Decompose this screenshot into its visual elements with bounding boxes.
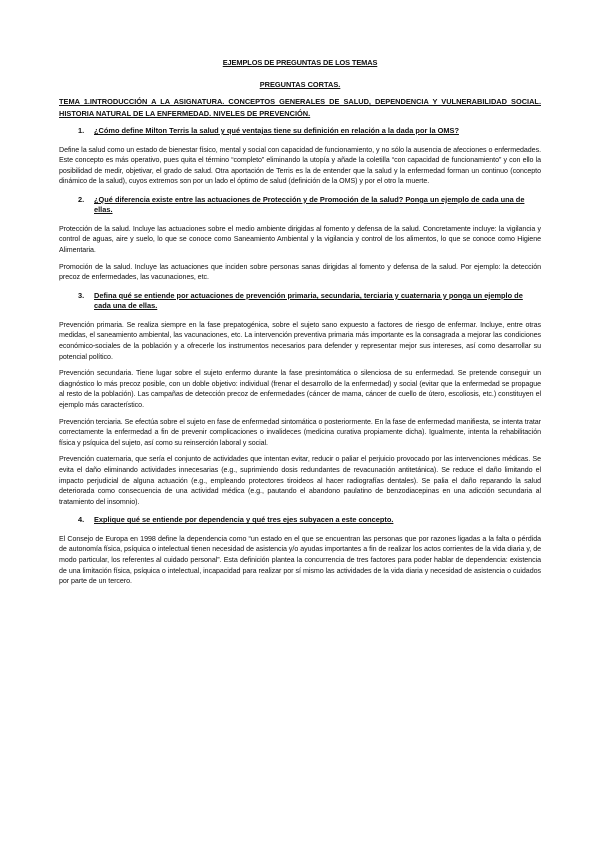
question-text: Explique qué se entiende por dependencia y qué tres ejes subyacen a este concepto. <box>94 515 394 525</box>
answer-paragraph: Prevención terciaria. Se efectúa sobre el sujeto en fase de enfermedad sintomática o posteriormente. En la fase de enfermedad manifiesta, se intenta tratar correctamente la enfermedad a fin de prevenir complicaciones o invalideces (medicina curativa propiamente dicha). Igualmente, intenta la rehabilitación física y psíquica del sujeto, así como su reinserción laboral y social. <box>59 417 541 447</box>
question-1 <box>59 126 541 137</box>
answer-paragraph: Prevención cuaternaria, que sería el conjunto de actividades que intentan evitar, reducir o paliar el perjuicio provocado por las intervenciones médicas. Se evita el daño eliminando actividades innecesarias (e.g., suprimiendo dosis redundantes de revacunación antitetánica). Se reduce el daño limitando el impacto perjudicial de alguna actuación (e.g., empleando protectores tiroideos al hacer radiografías dentales). Se palia el daño reparando la salud deteriorada como consecuencia de una actividad médica (e.g., pautando el abandono paulatino de benzodiacepinas en una adicción secundaria al tratamiento del insomnio). <box>59 455 541 506</box>
question-4 <box>59 515 541 526</box>
question-number: 4. <box>78 515 85 525</box>
answer-paragraph: Protección de la salud. Incluye las actuaciones sobre el medio ambiente dirigidas al fomento y defensa de la salud. Concretamente incluye: la vigilancia y control de aguas, aire y suelo, lo que se conoce como Saneamiento Ambiental y la vigilancia y control de los alimentos, lo que se conoce como Higiene Alimentaria. <box>59 224 541 255</box>
question-number: 3. <box>78 290 85 300</box>
answer-paragraph: El Consejo de Europa en 1998 define la dependencia como “un estado en el que se encuentran las personas que por razones ligadas a la falta o pérdida de autonomía física, psíquica o intelectual tienen necesidad de asistencia y/o ayudas importantes a fin de realizar los actos corrientes de la vida diaria y, de modo particular, los referentes al cuidado personal”. Esta definición plantea la concurrencia de tres factores para poder hablar de dependencia: existencia de una limitación física, psíquica o intelectual, incapacidad para realizar por sí mismo las actividades de la vida diaria y necesidad de asistencia o cuidados por parte de un tercero. <box>59 534 541 586</box>
document-subtitle: PREGUNTAS CORTAS. <box>259 80 341 89</box>
question-text: ¿Cómo define Milton Terris la salud y qué ventajas tiene su definición en relación a la dada por la OMS? <box>94 126 459 135</box>
document-title: EJEMPLOS DE PREGUNTAS DE LOS TEMAS <box>222 58 378 67</box>
answer-paragraph: Prevención secundaria. Tiene lugar sobre el sujeto enfermo durante la fase presintomática o silenciosa de su enfermedad. Se pretende conseguir un diagnóstico lo más precoz posible, con un doble objetivo: individual (frenar el desarrollo de la enfermedad) y social (evitar que la enfermedad se propague al resto de la población). Las campañas de detección precoz de enfermedades (cáncer de mama, cáncer de cuello de útero, escoliosis, etc.) constituyen el ejemplo más característico. <box>59 369 541 409</box>
answer-paragraph: Promoción de la salud. Incluye las actuaciones que inciden sobre personas sanas dirigidas al fomento y defensa de la salud. Por ejemplo: la detección precoz de enfermedades, las vacunaciones, etc. <box>59 262 541 282</box>
tema-heading: TEMA 1.INTRODUCCIÓN A LA ASIGNATURA. CONCEPTOS GENERALES DE SALUD, DEPENDENCIA Y VULNERABILIDAD SOCIAL. HISTORIA NATURAL DE LA ENFERMEDAD. NIVELES DE PREVENCIÓN. <box>59 97 541 118</box>
document-content <box>59 58 541 593</box>
question-number: 1. <box>78 126 85 135</box>
question-text: Defina qué se entiende por actuaciones de prevención primaria, secundaria, terciaria y cuaternaria y ponga un ejemplo de cada una de ellas. <box>94 290 523 311</box>
question-number: 2. <box>78 194 85 204</box>
question-2 <box>59 195 541 216</box>
answer-paragraph: Define la salud como un estado de bienestar físico, mental y social con capacidad de funcionamiento, y no sólo la ausencia de afecciones o enfermedades. Este concepto es más operativo, pues quita el término “completo” eliminando la utopía y añade la coletilla “con capacidad de funcionamiento” y con ello la posibilidad de medir, objetivar, el grado de salud. Otra aportación de Terris es la de entender que la salud y la enfermedad forman un continuo (concepto dinámico de la salud), cuyos extremos son por un lado el óptimo de salud (definición de la OMS) y por el otro la muerte. <box>59 145 541 186</box>
question-text: ¿Qué diferencia existe entre las actuaciones de Protección y de Promoción de la salud? Ponga un ejemplo de cada una de ellas. <box>94 194 525 215</box>
question-3 <box>59 291 541 312</box>
answer-paragraph: Prevención primaria. Se realiza siempre en la fase prepatogénica, sobre el sujeto sano expuesto a factores de riesgo de enfermar. Incluye, entre otras medidas, el saneamiento ambiental, las vacunaciones, etc. La intervención preventiva primaria más importante es la consagrada a mejorar las condiciones económico-sociales de la población y a ofrecerle los instrumentos necesarios para defender y representar mejor sus intereses, así como desarrollar su potencial político. <box>59 320 541 361</box>
